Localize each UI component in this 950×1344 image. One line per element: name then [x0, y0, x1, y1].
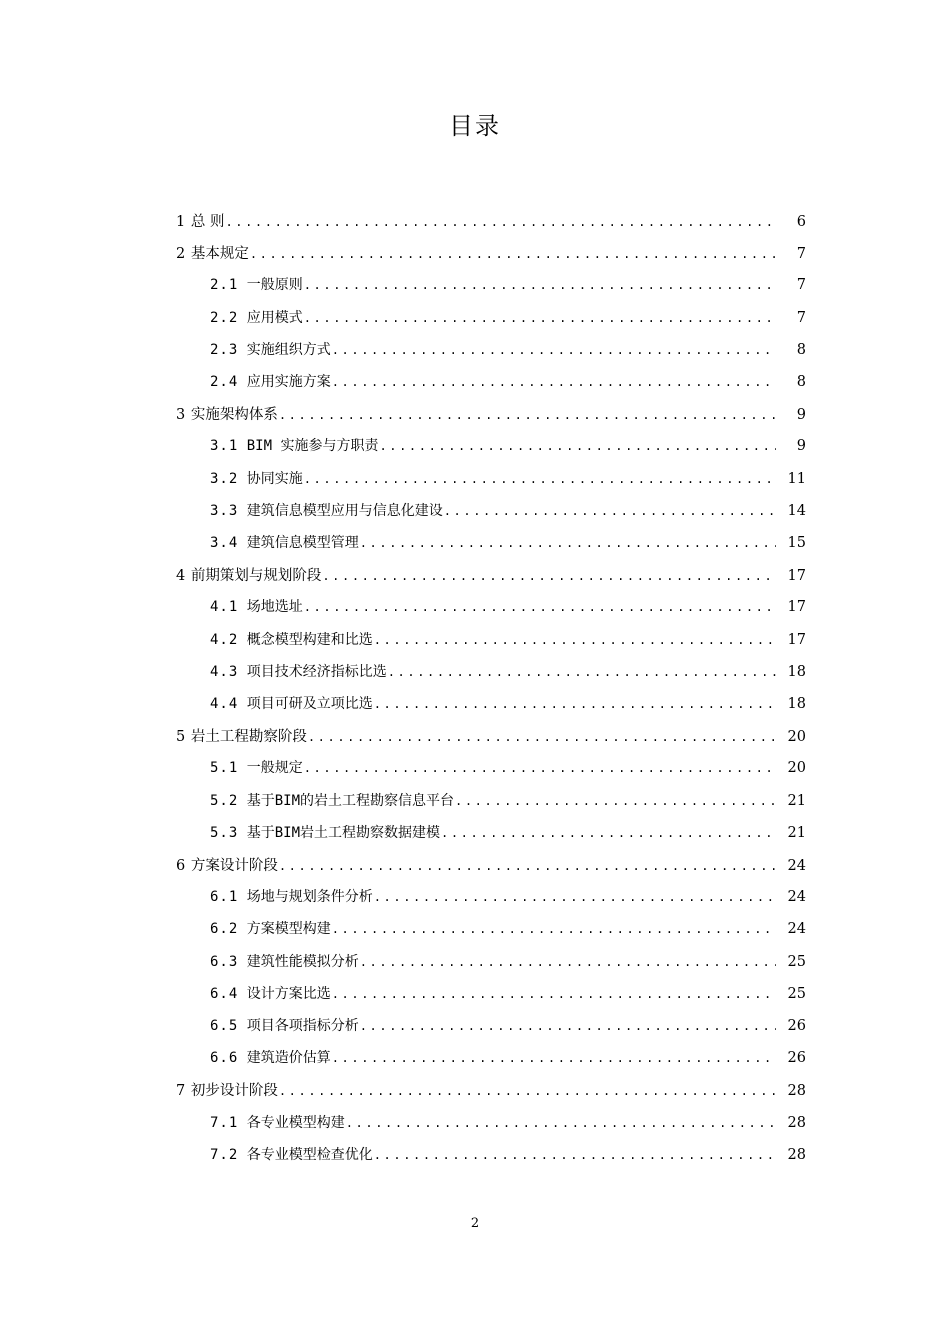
toc-entry-label — [210, 790, 454, 810]
toc-entry-title: 应用实施方案 — [246, 374, 331, 390]
toc-chapter-entry[interactable] — [176, 242, 806, 266]
toc-entry-title: 建筑造价估算 — [246, 1050, 331, 1067]
toc-page-number: 25 — [787, 985, 806, 1002]
toc-entry-number: 3.4 — [210, 535, 239, 551]
toc-entry-number: 3.3 — [210, 502, 239, 519]
toc-entry-title: BIM 实施参与方职责 — [246, 438, 379, 455]
toc-dot-leader — [374, 1148, 776, 1162]
toc-entry-label — [210, 596, 303, 616]
toc-entry-label — [176, 854, 278, 875]
toc-dot-leader — [374, 697, 776, 711]
toc-entry-title: 基本规定 — [190, 246, 249, 263]
toc-entry-number: 2.2 — [210, 309, 239, 326]
toc-dot-leader — [322, 569, 776, 583]
toc-entry-title: 各专业模型检查优化 — [246, 1146, 373, 1163]
toc-dot-leader — [304, 600, 776, 614]
toc-page-number: 20 — [787, 729, 806, 746]
toc-page-number: 25 — [787, 953, 806, 970]
toc-entry-number: 6.1 — [210, 889, 239, 906]
page-number: 2 — [470, 1216, 480, 1231]
toc-entry-number: 5 — [176, 729, 187, 746]
toc-page-number: 28 — [787, 1114, 806, 1131]
toc-entry-number: 7.2 — [210, 1146, 239, 1163]
toc-entry-title: 设计方案比选 — [246, 985, 331, 1002]
toc-section-entry[interactable] — [210, 886, 806, 910]
toc-page-number: 6 — [796, 214, 806, 230]
toc-entry-number: 6.5 — [210, 1018, 239, 1034]
toc-entry-number: 6.6 — [210, 1050, 239, 1067]
toc-dot-leader — [279, 859, 776, 873]
toc-dot-leader — [332, 1051, 776, 1065]
toc-section-entry[interactable] — [210, 339, 806, 363]
toc-entry-label — [176, 210, 224, 231]
toc-entry-title: 总 则 — [190, 214, 225, 230]
toc-page-number: 28 — [787, 1146, 806, 1163]
toc-page-number: 24 — [787, 921, 806, 938]
toc-chapter-entry[interactable] — [176, 725, 806, 749]
toc-entry-title: 各专业模型构建 — [246, 1114, 345, 1131]
toc-entry-label — [210, 1015, 359, 1035]
toc-dot-leader — [374, 633, 776, 647]
toc-entry-number: 3 — [176, 407, 187, 424]
toc-entry-number: 1 — [176, 214, 187, 230]
toc-entry-label — [210, 693, 373, 713]
toc-entry-label — [210, 983, 331, 1003]
toc-entry-number: 4.2 — [210, 631, 239, 648]
toc-section-entry[interactable] — [210, 757, 806, 781]
toc-dot-leader — [455, 794, 776, 808]
toc-page-number: 24 — [787, 889, 806, 906]
toc-section-entry[interactable] — [210, 1047, 806, 1071]
toc-dot-leader — [332, 987, 776, 1001]
toc-section-entry[interactable] — [210, 918, 806, 942]
toc-dot-leader — [304, 761, 776, 775]
toc-entry-title: 建筑性能模拟分析 — [246, 953, 359, 970]
toc-entry-number: 7 — [176, 1083, 187, 1100]
toc-section-entry[interactable] — [210, 1015, 806, 1039]
toc-dot-leader — [374, 890, 776, 904]
toc-entry-title: 概念模型构建和比选 — [246, 631, 373, 648]
toc-entry-number: 4.3 — [210, 663, 239, 680]
toc-dot-leader — [360, 1019, 776, 1033]
toc-entry-number: 6.2 — [210, 921, 239, 938]
toc-entry-title: 实施组织方式 — [246, 341, 331, 358]
toc-entry-title: 一般规定 — [246, 760, 303, 777]
toc-section-entry[interactable] — [210, 693, 806, 717]
toc-dot-leader — [279, 1084, 776, 1098]
toc-page-number: 14 — [787, 502, 806, 519]
toc-section-entry[interactable] — [210, 500, 806, 524]
toc-dot-leader — [388, 665, 776, 679]
toc-page-number: 21 — [787, 792, 806, 809]
toc-section-entry[interactable] — [210, 532, 806, 556]
toc-entry-title: 建筑信息模型管理 — [246, 535, 359, 551]
toc-entry-label — [210, 371, 331, 391]
toc-dot-leader — [332, 343, 776, 357]
toc-section-entry[interactable] — [210, 951, 806, 975]
toc-entry-label — [210, 661, 387, 681]
toc-entry-number: 2.4 — [210, 374, 239, 390]
toc-entry-label — [210, 1112, 345, 1132]
toc-page-number: 17 — [787, 599, 806, 616]
toc-chapter-entry[interactable] — [176, 854, 806, 878]
toc-dot-leader — [304, 472, 776, 486]
toc-entry-number: 6.4 — [210, 985, 239, 1002]
toc-dot-leader — [332, 922, 776, 936]
toc-page-number: 20 — [787, 760, 806, 777]
toc-section-entry[interactable] — [210, 661, 806, 685]
toc-entry-title: 项目各项指标分析 — [246, 1018, 359, 1034]
toc-entry-title: 实施架构体系 — [190, 407, 278, 424]
toc-entry-label — [176, 242, 249, 263]
toc-entry-label — [210, 886, 373, 906]
toc-page-number: 17 — [787, 631, 806, 648]
toc-dot-leader — [308, 730, 776, 744]
toc-page-number: 21 — [787, 824, 806, 841]
toc-entry-label — [176, 403, 278, 424]
toc-page-number: 7 — [796, 246, 806, 263]
toc-entry-label — [210, 435, 378, 455]
toc-entry-label — [176, 1079, 278, 1100]
toc-dot-leader — [250, 247, 776, 261]
toc-page-number: 18 — [787, 696, 806, 712]
toc-section-entry[interactable] — [210, 629, 806, 653]
toc-entry-title: 前期策划与规划阶段 — [190, 568, 322, 585]
toc-entry-title: 协同实施 — [246, 470, 303, 487]
toc-page-number: 15 — [787, 535, 806, 551]
toc-dot-leader — [332, 375, 776, 389]
toc-entry-label — [210, 822, 440, 842]
toc-dot-leader — [304, 278, 776, 292]
toc-entry-label — [210, 1144, 373, 1164]
toc-entry-label — [210, 951, 359, 971]
toc-dot-leader — [441, 826, 776, 840]
toc-chapter-entry[interactable] — [176, 210, 806, 234]
toc-entry-number: 2.1 — [210, 277, 239, 294]
toc-section-entry[interactable] — [210, 435, 806, 459]
toc-page-number: 24 — [787, 858, 806, 874]
toc-page-number: 28 — [787, 1083, 806, 1100]
toc-section-entry[interactable] — [210, 596, 806, 620]
toc-entry-number: 5.1 — [210, 760, 239, 777]
toc-dot-leader — [279, 408, 776, 422]
toc-section-entry[interactable] — [210, 1144, 806, 1168]
toc-page-number: 26 — [787, 1018, 806, 1034]
toc-entry-number: 4 — [176, 568, 187, 585]
toc-entry-title: 项目可研及立项比选 — [246, 696, 373, 712]
toc-chapter-entry[interactable] — [176, 564, 806, 588]
toc-entry-number: 7.1 — [210, 1114, 239, 1131]
toc-entry-number: 6.3 — [210, 953, 239, 970]
toc-entry-number: 3.1 — [210, 438, 239, 455]
toc-dot-leader — [225, 215, 776, 229]
toc-dot-leader — [444, 504, 776, 518]
toc-dot-leader — [304, 311, 776, 325]
toc-entry-label — [210, 532, 359, 552]
toc-section-entry[interactable] — [210, 1112, 806, 1136]
toc-page-number: 11 — [787, 470, 806, 487]
toc-dot-leader — [360, 955, 776, 969]
toc-entry-title: 建筑信息模型应用与信息化建设 — [246, 502, 443, 519]
toc-entry-label — [210, 757, 303, 777]
toc-entry-label — [210, 468, 303, 488]
toc-section-entry[interactable] — [210, 983, 806, 1007]
toc-entry-number: 5.3 — [210, 824, 239, 841]
toc-section-entry[interactable] — [210, 790, 806, 814]
toc-chapter-entry[interactable] — [176, 1079, 806, 1103]
toc-entry-label — [210, 1047, 331, 1067]
toc-entry-label — [210, 339, 331, 359]
toc-entry-label — [176, 564, 321, 585]
toc-entry-number: 2 — [176, 246, 187, 263]
toc-page-number: 26 — [787, 1050, 806, 1067]
toc-entry-number: 6 — [176, 858, 187, 874]
toc-entry-number: 2.3 — [210, 341, 239, 358]
toc-dot-leader — [360, 536, 776, 550]
toc-entry-label — [210, 307, 303, 327]
toc-page-number: 17 — [787, 568, 806, 585]
toc-entry-title: 方案模型构建 — [246, 921, 331, 938]
toc-section-entry[interactable] — [210, 307, 806, 331]
toc-entry-label — [210, 629, 373, 649]
toc-page-number: 9 — [796, 407, 806, 424]
toc-entry-number: 4.4 — [210, 696, 239, 712]
toc-entry-label — [210, 274, 303, 294]
toc-entry-label — [210, 500, 443, 520]
toc-dot-leader — [379, 439, 776, 453]
toc-section-entry[interactable] — [210, 274, 806, 298]
toc-section-entry[interactable] — [210, 371, 806, 395]
toc-entry-label — [210, 918, 331, 938]
toc-page-number: 8 — [796, 341, 806, 358]
toc-entry-title: 基于BIM的岩土工程勘察信息平台 — [246, 792, 455, 809]
page-title: 目录 — [449, 112, 501, 140]
toc-chapter-entry[interactable] — [176, 403, 806, 427]
toc-entry-title: 方案设计阶段 — [190, 858, 278, 874]
toc-entry-title: 岩土工程勘察阶段 — [190, 729, 307, 746]
toc-page-number: 8 — [796, 374, 806, 390]
toc-section-entry[interactable] — [210, 468, 806, 492]
toc-page-number: 9 — [796, 438, 806, 455]
toc-page-number: 7 — [796, 309, 806, 326]
toc-entry-title: 场地与规划条件分析 — [246, 889, 373, 906]
toc-section-entry[interactable] — [210, 822, 806, 846]
toc-dot-leader — [346, 1116, 776, 1130]
toc-entry-number: 3.2 — [210, 470, 239, 487]
toc-entry-title: 项目技术经济指标比选 — [246, 663, 387, 680]
toc-entry-title: 场地选址 — [246, 599, 303, 616]
toc-entry-title: 应用模式 — [246, 309, 303, 326]
toc-page-number: 7 — [796, 277, 806, 294]
toc-entry-number: 4.1 — [210, 599, 239, 616]
toc-entry-title: 基于BIM岩土工程勘察数据建模 — [246, 824, 441, 841]
toc-entry-number: 5.2 — [210, 792, 239, 809]
toc-entry-label — [176, 725, 307, 746]
toc-entry-title: 一般原则 — [246, 277, 303, 294]
toc-entry-title: 初步设计阶段 — [190, 1083, 278, 1100]
toc-page-number: 18 — [787, 663, 806, 680]
